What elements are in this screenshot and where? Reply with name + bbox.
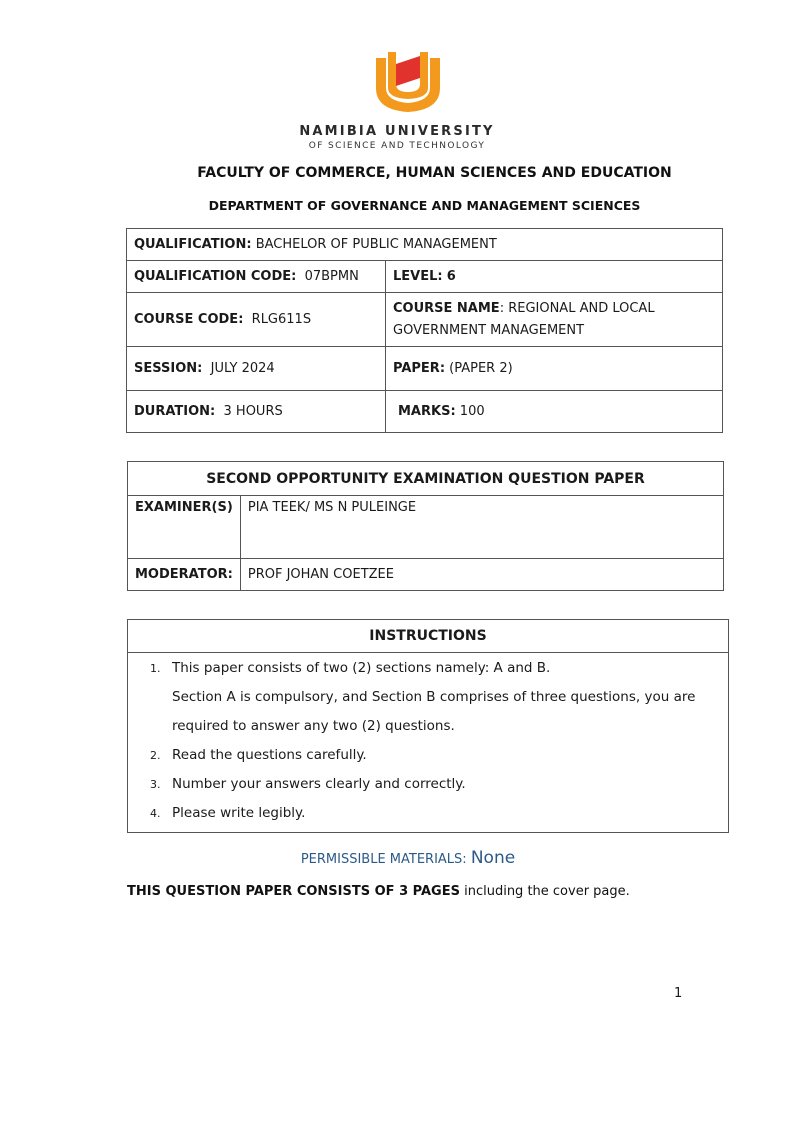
paper-cell: PAPER: (PAPER 2) — [386, 347, 723, 391]
level-cell: LEVEL: 6 — [386, 261, 723, 293]
qualification-code-cell: QUALIFICATION CODE: 07BPMN — [127, 261, 386, 293]
page-count-note: THIS QUESTION PAPER CONSISTS OF 3 PAGES including the cover page. — [127, 884, 630, 899]
instruction-item: 4. Please write legibly. — [150, 805, 306, 821]
university-logo — [368, 48, 448, 114]
examiner-label: EXAMINER(S) — [128, 496, 241, 559]
session-cell: SESSION: JULY 2024 — [127, 347, 386, 391]
instruction-item: required to answer any two (2) questions. — [172, 718, 455, 734]
instruction-item: 3. Number your answers clearly and correctly. — [150, 776, 466, 792]
department-title: DEPARTMENT OF GOVERNANCE AND MANAGEMENT SCIENCES — [208, 198, 641, 213]
instructions-table — [127, 619, 729, 833]
page-number: 1 — [674, 986, 683, 1001]
marks-cell: MARKS: 100 — [386, 391, 723, 433]
course-details-table — [126, 228, 723, 433]
instructions-list — [128, 654, 728, 828]
examiner-value: PIA TEEK/ MS N PULEINGE — [240, 496, 723, 559]
moderator-value: PROF JOHAN COETZEE — [240, 559, 723, 591]
exam-paper-title: SECOND OPPORTUNITY EXAMINATION QUESTION PAPER — [128, 462, 724, 496]
moderator-label: MODERATOR: — [128, 559, 241, 591]
course-name-cell: COURSE NAME: REGIONAL AND LOCAL GOVERNMENT MANAGEMENT — [386, 293, 723, 347]
instruction-item: Section A is compulsory, and Section B comprises of three questions, you are — [172, 689, 696, 705]
university-name: NAMIBIA UNIVERSITY — [299, 124, 495, 139]
instructions-title: INSTRUCTIONS — [128, 620, 729, 653]
instruction-item: 2. Read the questions carefully. — [150, 747, 367, 763]
qualification-cell: QUALIFICATION: BACHELOR OF PUBLIC MANAGEMENT — [127, 229, 723, 261]
faculty-title: FACULTY OF COMMERCE, HUMAN SCIENCES AND EDUCATION — [197, 165, 672, 181]
examiners-table — [127, 461, 724, 591]
permissible-materials: PERMISSIBLE MATERIALS: None — [300, 848, 516, 868]
instructions-body — [128, 653, 729, 833]
instruction-item: 1. This paper consists of two (2) sections namely: A and B. — [150, 660, 551, 676]
course-code-cell: COURSE CODE: RLG611S — [127, 293, 386, 347]
university-subtitle: OF SCIENCE AND TECHNOLOGY — [308, 141, 486, 151]
duration-cell: DURATION: 3 HOURS — [127, 391, 386, 433]
